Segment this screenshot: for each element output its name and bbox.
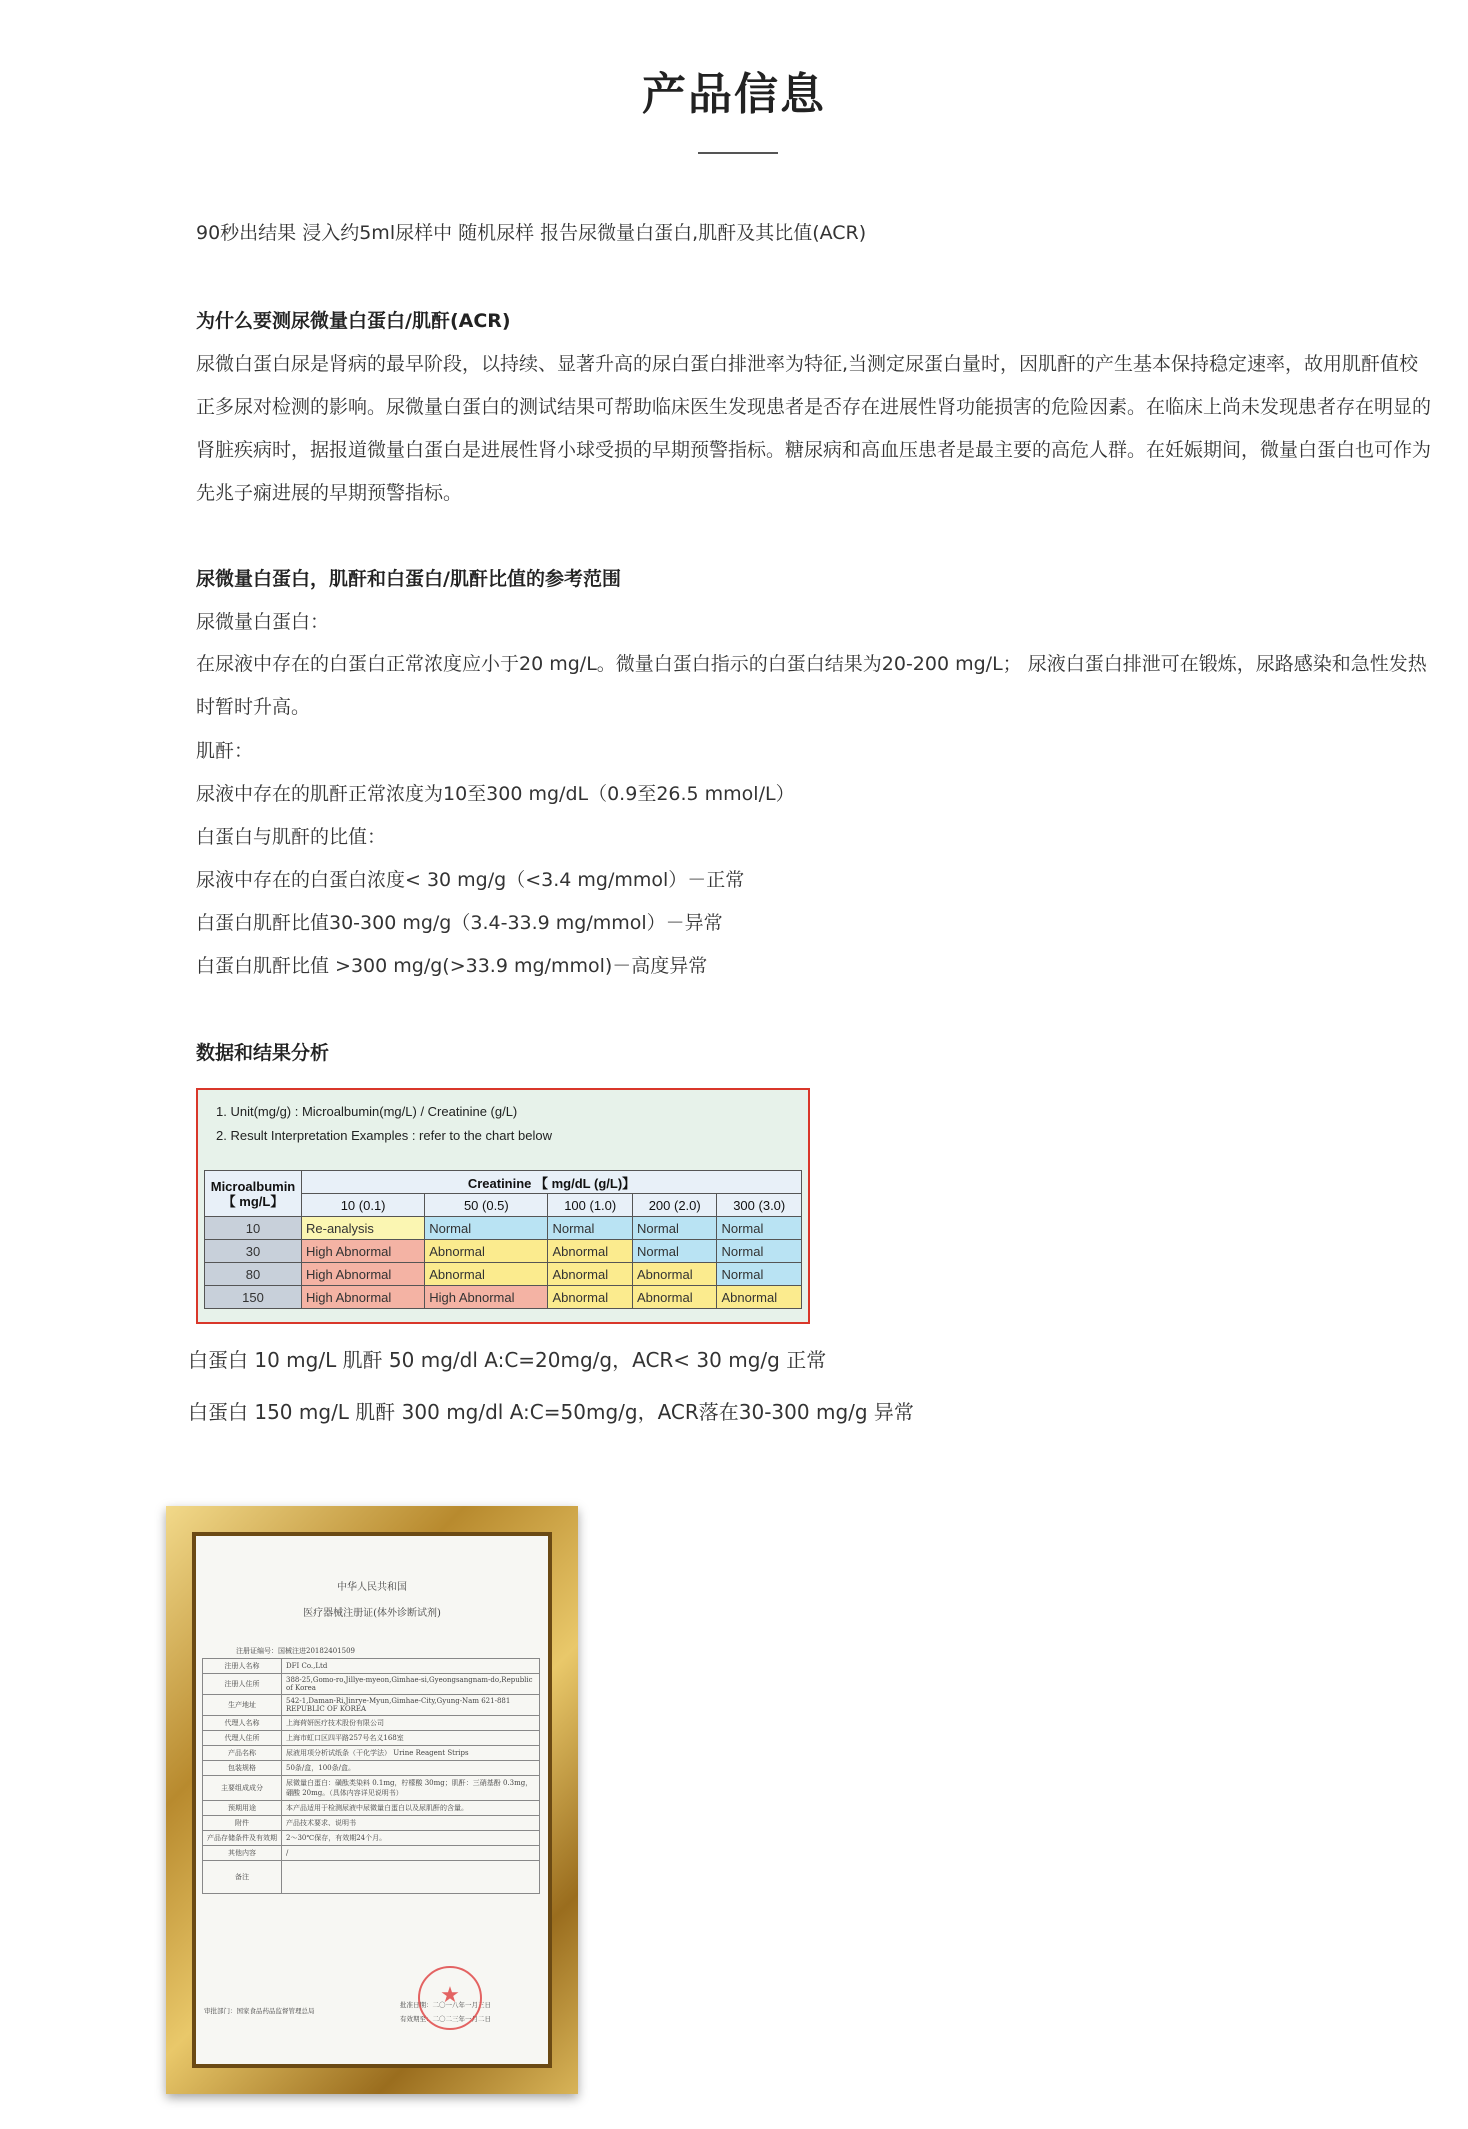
creatinine-label: 肌酐： bbox=[196, 740, 254, 762]
cert-field-value: 50条/盒，100条/盒。 bbox=[282, 1761, 540, 1776]
cert-field-value: / bbox=[282, 1846, 540, 1861]
col-header: Creatinine 【 mg/dL (g/L)】 bbox=[302, 1171, 802, 1194]
cert-row bbox=[203, 1861, 540, 1894]
result-cell: Normal bbox=[717, 1263, 802, 1286]
microalbumin-value: 10 bbox=[205, 1217, 302, 1240]
creatinine-col-3: 200 (2.0) bbox=[632, 1194, 717, 1217]
microalbumin-value: 80 bbox=[205, 1263, 302, 1286]
creatinine-col-4: 300 (3.0) bbox=[717, 1194, 802, 1217]
result-cell: Abnormal bbox=[425, 1263, 548, 1286]
cert-field-label: 主要组成成分 bbox=[203, 1776, 282, 1801]
interpretation-table bbox=[204, 1170, 802, 1309]
cert-reg-no: 注册证编号：国械注进20182401509 bbox=[236, 1647, 355, 1655]
cert-field-label: 注册人住所 bbox=[203, 1674, 282, 1695]
ratio-line-high: 白蛋白肌酐比值 >300 mg/g(>33.9 mg/mmol)－高度异常 bbox=[196, 955, 708, 977]
cert-row bbox=[203, 1659, 540, 1674]
result-cell: High Abnormal bbox=[302, 1263, 425, 1286]
intro-text: 90秒出结果 浸入约5ml尿样中 随机尿样 报告尿微量白蛋白,肌酐及其比值(ACR) bbox=[196, 222, 867, 244]
cert-row bbox=[203, 1816, 540, 1831]
cert-row bbox=[203, 1831, 540, 1846]
cert-field-value: 上海市虹口区四平路257号名义168室 bbox=[282, 1731, 540, 1746]
table-row bbox=[205, 1286, 802, 1309]
cert-field-value: 产品技术要求、说明书 bbox=[282, 1816, 540, 1831]
result-cell: Re-analysis bbox=[302, 1217, 425, 1240]
interpretation-chart bbox=[196, 1088, 810, 1324]
result-cell: Normal bbox=[632, 1217, 717, 1240]
cert-row bbox=[203, 1731, 540, 1746]
cert-title-type: 医疗器械注册证(体外诊断试剂) bbox=[303, 1608, 441, 1619]
cert-field-value: 上海荷妍医疗技术股份有限公司 bbox=[282, 1716, 540, 1731]
registration-certificate bbox=[196, 1536, 548, 2064]
cert-field-label: 生产地址 bbox=[203, 1695, 282, 1716]
cert-approval-dept: 审批部门：国家食品药品监督管理总局 bbox=[204, 2007, 315, 2015]
example-line-2: 白蛋白 150 mg/L 肌酐 300 mg/dl A:C=50mg/g，ACR落在30-300 mg/g 异常 bbox=[188, 1400, 914, 1424]
albumin-label: 尿微量白蛋白： bbox=[196, 611, 330, 633]
cert-row bbox=[203, 1801, 540, 1816]
result-cell: Normal bbox=[717, 1217, 802, 1240]
cert-row bbox=[203, 1695, 540, 1716]
cert-row bbox=[203, 1761, 540, 1776]
result-cell: High Abnormal bbox=[425, 1286, 548, 1309]
cert-row bbox=[203, 1746, 540, 1761]
cert-field-label: 包装规格 bbox=[203, 1761, 282, 1776]
creatinine-col-1: 50 (0.5) bbox=[425, 1194, 548, 1217]
cert-field-label: 其他内容 bbox=[203, 1846, 282, 1861]
cert-field-label: 附件 bbox=[203, 1816, 282, 1831]
albumin-text: 在尿液中存在的白蛋白正常浓度应小于20 mg/L。微量白蛋白指示的白蛋白结果为20-200 mg/L； 尿液白蛋白排泄可在锻炼，尿路感染和急性发热时暂时升高。 bbox=[196, 653, 1427, 718]
certificate-frame bbox=[166, 1506, 578, 2094]
cert-field-label: 备注 bbox=[203, 1861, 282, 1894]
cert-table bbox=[202, 1658, 540, 1894]
chart-note-unit: 1. Unit(mg/g) : Microalbumin(mg/L) / Creatinine (g/L) bbox=[216, 1104, 518, 1119]
result-cell: Normal bbox=[717, 1240, 802, 1263]
why-body: 尿微白蛋白尿是肾病的最早阶段，以持续、显著升高的尿白蛋白排泄率为特征,当测定尿蛋白量时，因肌酐的产生基本保持稳定速率，故用肌酐值校正多尿对检测的影响。尿微量白蛋白的测试结果可帮助临床医生发现患者是否存在进展性肾功能损害的危险因素。在临床上尚未发现患者存在明显的肾脏疾病时，据报道微量白蛋白是进展性肾小球受损的早期预警指标。糖尿病和高血压患者是最主要的高危人群。在妊娠期间，微量白蛋白也可作为先兆子痫进展的早期预警指标。 bbox=[196, 353, 1432, 504]
cert-field-value: 尿液用项分析试纸条（干化学法） Urine Reagent Strips bbox=[282, 1746, 540, 1761]
cert-field-label: 代理人住所 bbox=[203, 1731, 282, 1746]
row-header: Microalbumin 【 mg/L】 bbox=[205, 1171, 302, 1217]
result-cell: Abnormal bbox=[425, 1240, 548, 1263]
chart-note-examples: 2. Result Interpretation Examples : refer to the chart below bbox=[216, 1128, 553, 1143]
result-cell: Abnormal bbox=[548, 1263, 633, 1286]
cert-field-label: 代理人名称 bbox=[203, 1716, 282, 1731]
result-cell: Abnormal bbox=[632, 1263, 717, 1286]
cert-field-label: 注册人名称 bbox=[203, 1659, 282, 1674]
ratio-line-normal: 尿液中存在的白蛋白浓度< 30 mg/g（<3.4 mg/mmol）－正常 bbox=[196, 869, 745, 891]
creatinine-col-2: 100 (1.0) bbox=[548, 1194, 633, 1217]
official-seal: ★ bbox=[418, 1966, 482, 2030]
table-row bbox=[205, 1217, 802, 1240]
cert-approval-date: 批准日期：二〇一八年一月三日 bbox=[400, 2001, 491, 2009]
analysis-heading: 数据和结果分析 bbox=[196, 1042, 330, 1064]
cert-valid-until: 有效期至：二〇二三年一月二日 bbox=[400, 2015, 491, 2023]
creatinine-text: 尿液中存在的肌酐正常浓度为10至300 mg/dL（0.9至26.5 mmol/L） bbox=[196, 783, 795, 805]
result-cell: Abnormal bbox=[717, 1286, 802, 1309]
result-cell: Abnormal bbox=[548, 1286, 633, 1309]
cert-row bbox=[203, 1776, 540, 1801]
result-cell: Abnormal bbox=[548, 1240, 633, 1263]
microalbumin-value: 30 bbox=[205, 1240, 302, 1263]
ratio-line-abnormal: 白蛋白肌酐比值30-300 mg/g（3.4-33.9 mg/mmol）－异常 bbox=[196, 912, 723, 934]
result-cell: High Abnormal bbox=[302, 1286, 425, 1309]
creatinine-col-0: 10 (0.1) bbox=[302, 1194, 425, 1217]
table-row bbox=[205, 1263, 802, 1286]
cert-row bbox=[203, 1846, 540, 1861]
result-cell: Abnormal bbox=[632, 1286, 717, 1309]
cert-field-value: 542-1,Daman-Ri,Jinrye-Myun,Gimhae-City,Gyung-Nam 621-881 REPUBLIC OF KOREA bbox=[282, 1695, 540, 1716]
frame-inner bbox=[192, 1532, 552, 2068]
page-title: 产品信息 bbox=[642, 69, 826, 120]
ref-heading: 尿微量白蛋白，肌酐和白蛋白/肌酐比值的参考范围 bbox=[196, 568, 621, 590]
result-cell: High Abnormal bbox=[302, 1240, 425, 1263]
example-line-1: 白蛋白 10 mg/L 肌酐 50 mg/dl A:C=20mg/g，ACR< 30 mg/g 正常 bbox=[188, 1348, 827, 1372]
cert-field-value: 本产品适用于检测尿液中尿微量白蛋白以及尿肌酐的含量。 bbox=[282, 1801, 540, 1816]
cert-field-label: 产品名称 bbox=[203, 1746, 282, 1761]
why-heading: 为什么要测尿微量白蛋白/肌酐(ACR) bbox=[196, 310, 511, 332]
cert-title-country: 中华人民共和国 bbox=[337, 1582, 407, 1593]
cert-field-value bbox=[282, 1861, 540, 1894]
result-cell: Normal bbox=[548, 1217, 633, 1240]
table-row bbox=[205, 1240, 802, 1263]
cert-field-value: 388-25,Gomo-ro,Jillye-myeon,Gimhae-si,Gyeongsangnam-do,Republic of Korea bbox=[282, 1674, 540, 1695]
cert-field-label: 产品存储条件及有效期 bbox=[203, 1831, 282, 1846]
result-cell: Normal bbox=[425, 1217, 548, 1240]
cert-row bbox=[203, 1716, 540, 1731]
ratio-label: 白蛋白与肌酐的比值： bbox=[196, 826, 387, 848]
cert-field-value: 2～30℃保存，有效期24个月。 bbox=[282, 1831, 540, 1846]
cert-field-value: 尿微量白蛋白：磺酞类染料 0.1mg，柠檬酸 30mg；肌酐：三硝基酚 0.3mg，硼酸 20mg。（具体内容详见说明书） bbox=[282, 1776, 540, 1801]
result-cell: Normal bbox=[632, 1240, 717, 1263]
cert-row bbox=[203, 1674, 540, 1695]
title-divider bbox=[698, 152, 778, 154]
microalbumin-value: 150 bbox=[205, 1286, 302, 1309]
cert-field-label: 预期用途 bbox=[203, 1801, 282, 1816]
cert-field-value: DFI Co.,Ltd bbox=[282, 1659, 540, 1674]
